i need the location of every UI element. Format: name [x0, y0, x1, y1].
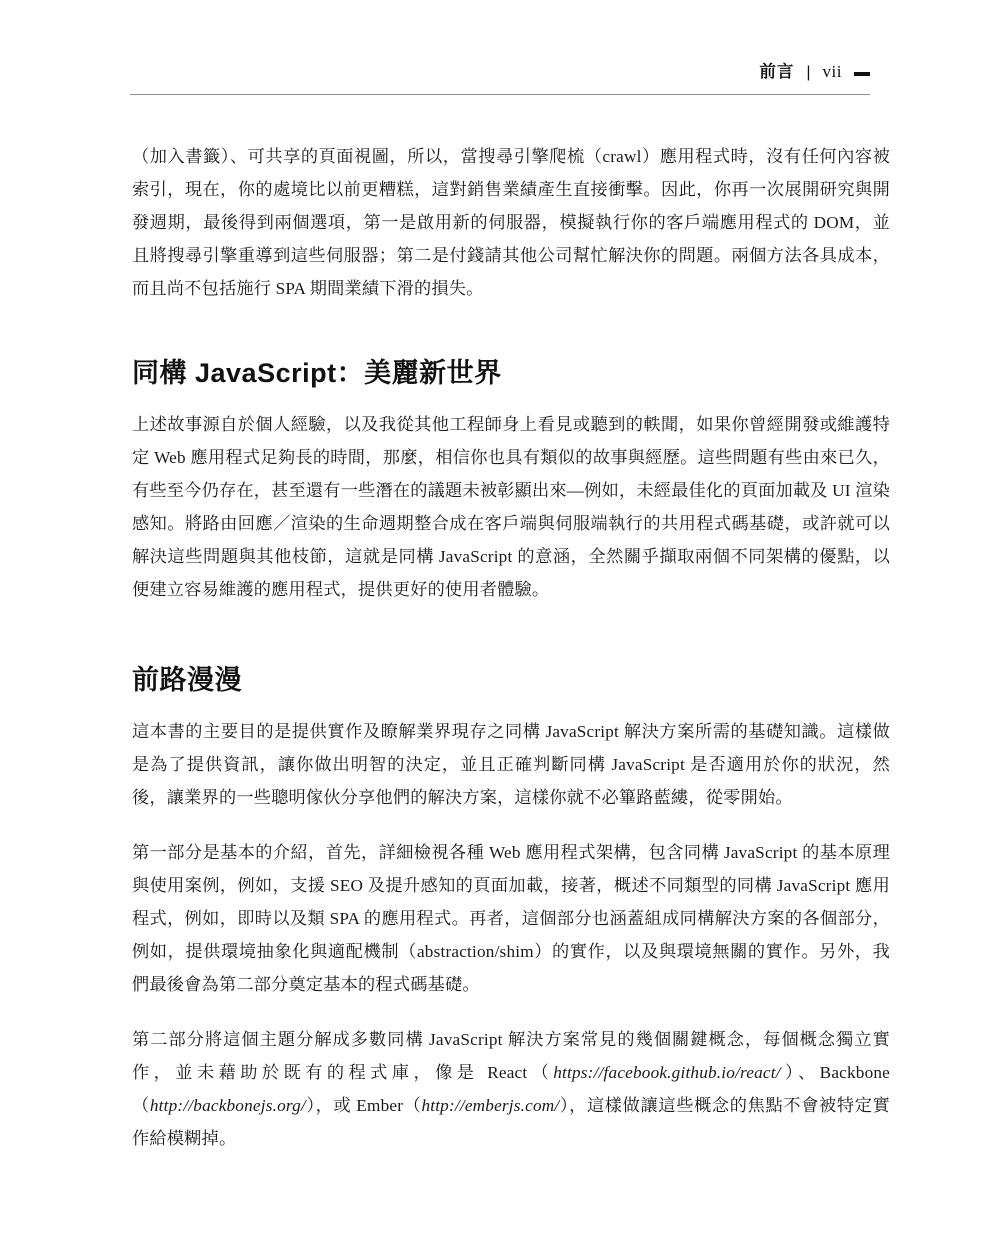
- final-paragraph-part-3: ），或 Ember（: [305, 1096, 422, 1115]
- header-section-label: 前言: [759, 63, 795, 81]
- intro-paragraph: （加入書籤）、可共享的頁面視圖，所以，當搜尋引擎爬梳（crawl）應用程式時，沒有任何內容被索引，現在，你的處境比以前更糟糕，這對銷售業績產生直接衝擊。因此，你再一次展開研究與開發週期，最後得到兩個選項，第一是啟用新的伺服器，模擬執行你的客戶端應用程式的 DOM，並且將搜尋引擎重導到這些伺服器；第二是付錢請其他公司幫忙解決你的問題。兩個方法各具成本，而且尚不包括施行 SPA 期間業績下滑的損失。: [132, 147, 890, 298]
- header-divider: [130, 94, 870, 95]
- page-body: [132, 140, 890, 1159]
- header-tick-mark: [854, 72, 870, 76]
- section-2-paragraph-2: 第一部分是基本的介紹，首先，詳細檢視各種 Web 應用程式架構，包含同構 JavaScript 的基本原理與使用案例，例如，支援 SEO 及提升感知的頁面加載，接著，概述不同類型的同構 JavaScript 應用程式，例如，即時以及類 SPA 的應用程式。再者，這個部分也涵蓋組成同構解決方案的各個部分，例如，提供環境抽象化與適配機制（abstraction/shim）的實作，以及與環境無關的實作。另外，我們最後會為第二部分奠定基本的程式碼基礎。: [132, 843, 890, 994]
- header-content: [130, 58, 870, 82]
- backbone-url: http://backbonejs.org/: [149, 1096, 306, 1115]
- section-2-paragraph-1: 這本書的主要目的是提供實作及瞭解業界現存之同構 JavaScript 解決方案所需的基礎知識。這樣做是為了提供資訊，讓你做出明智的決定，並且正確判斷同構 JavaScript 是否適用於你的狀況，然後，讓業界的一些聰明傢伙分享他們的解決方案，這樣你就不必篳路藍縷，從零開始。: [132, 722, 890, 807]
- react-url: https://facebook.github.io/react/: [553, 1063, 781, 1082]
- header-separator: |: [806, 64, 811, 81]
- section-heading-isomorphic-javascript: 同構 JavaScript：美麗新世界: [132, 358, 502, 388]
- ember-url: http://emberjs.com/: [421, 1096, 560, 1115]
- page-header: [130, 58, 870, 102]
- page-number: vii: [822, 62, 842, 81]
- section-1-paragraph-1: 上述故事源自於個人經驗，以及我從其他工程師身上看見或聽到的軼聞，如果你曾經開發或維護特定 Web 應用程式足夠長的時間，那麼，相信你也具有類似的故事與經歷。這些問題有些由來已久，有些至今仍存在，甚至還有一些潛在的議題未被彰顯出來—例如，未經最佳化的頁面加載及 UI 渲染感知。將路由回應／渲染的生命週期整合成在客戶端與伺服端執行的共用程式碼基礎，或許就可以解決這些問題與其他枝節，這就是同構 JavaScript 的意涵，全然關乎擷取兩個不同架構的優點，以便建立容易維護的應用程式，提供更好的使用者體驗。: [132, 415, 890, 599]
- final-paragraph-part-1: 第二部分將這個主題分解成多數同構 JavaScript 解決方案常見的幾個關鍵概念，每個概念獨立實作，並未藉助於既有的程式庫，像是 React（: [132, 1030, 890, 1082]
- final-paragraph-part-4: ），這樣做讓這些概念的焦點不會被特定實作給模糊掉。: [132, 1096, 891, 1148]
- section-2-paragraph-3: [132, 1023, 890, 1155]
- section-heading-long-road: 前路漫漫: [132, 665, 242, 695]
- final-paragraph-part-2: ）、Backbone（: [132, 1063, 890, 1115]
